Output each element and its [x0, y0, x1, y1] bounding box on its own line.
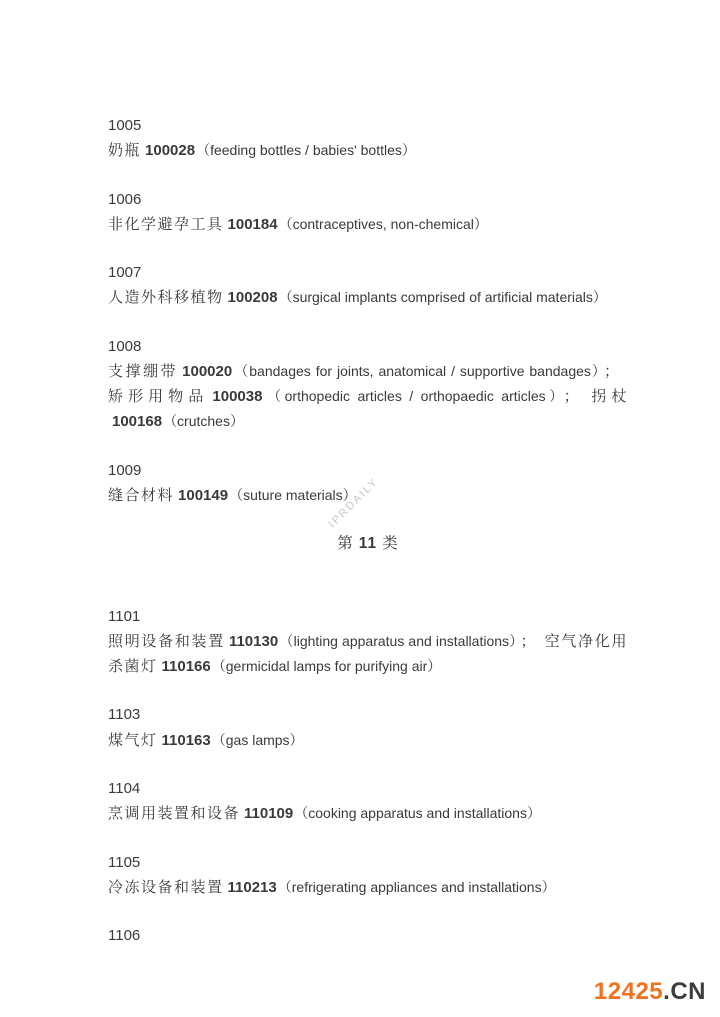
- subclass-entries: [108, 483, 628, 508]
- subclass-entries: [108, 875, 628, 900]
- entry-code: 110109: [244, 805, 294, 823]
- entry-code: 110130: [228, 632, 279, 650]
- subclass-code: 1007: [108, 264, 142, 282]
- subclass-code: 1105: [108, 853, 141, 871]
- subclass-code: 1101: [108, 607, 141, 625]
- entry-name-zh: 人造外科移植物: [108, 289, 224, 307]
- subclass-entries: [108, 629, 628, 679]
- entry-code: 110213: [227, 878, 277, 896]
- class-section: [108, 605, 628, 680]
- class-section: [108, 114, 628, 163]
- class-section: [108, 335, 628, 435]
- entry-name-zh: 冷冻设备和装置: [108, 878, 224, 896]
- class-section: [108, 261, 628, 310]
- entry-code: 100208: [227, 289, 278, 307]
- document-blocks: [108, 114, 628, 973]
- subclass-entries: [108, 801, 628, 826]
- subclass-code: 1104: [108, 779, 141, 797]
- subclass-code: 1106: [108, 927, 141, 945]
- subclass-entries: [108, 212, 628, 237]
- entry-separator: ；: [520, 632, 536, 650]
- class-section: [108, 188, 628, 237]
- subclass-code: 1005: [108, 117, 142, 134]
- subclass-code: 1008: [108, 337, 142, 355]
- logo-number: 12425: [593, 978, 664, 1005]
- class-heading-number: 11: [358, 535, 378, 553]
- entry-description-en: （contraceptives, non-chemical）: [278, 215, 488, 232]
- entry-code: 100168: [112, 413, 163, 431]
- subclass-code: 1103: [108, 706, 141, 724]
- class-section: [108, 459, 628, 508]
- entry-separator: ；: [603, 362, 619, 380]
- entry-code: 100149: [178, 486, 229, 504]
- site-logo: [594, 978, 706, 1006]
- entry-separator: ；: [563, 388, 579, 406]
- entry-name-zh: 缝合材料: [108, 486, 175, 504]
- entry-name-zh: 空气净化用杀菌灯: [108, 632, 628, 675]
- entry-code: 100038: [212, 388, 263, 406]
- entry-description-en: （suture materials）: [229, 486, 357, 503]
- entry-name-zh: 拐杖: [587, 388, 628, 406]
- subclass-entries: [108, 285, 628, 310]
- entry-code: 110166: [161, 657, 211, 675]
- entry-name-zh: 烹调用装置和设备: [108, 805, 241, 823]
- entry-name-zh: 煤气灯: [108, 731, 158, 749]
- entry-description-en: （surgical implants comprised of artificial materials）: [278, 289, 607, 306]
- entry-code: 100184: [227, 215, 278, 233]
- class-section: [108, 924, 628, 948]
- entry-description-en: （crutches）: [163, 413, 244, 430]
- entry-code: 100020: [182, 362, 233, 380]
- entry-description-en: （feeding bottles / babies' bottles）: [196, 142, 416, 159]
- subclass-code: 1006: [108, 190, 142, 208]
- entry-name-zh: 矫形用物品: [108, 388, 209, 406]
- entry-description-en: （gas lamps）: [211, 731, 304, 748]
- entry-code: 100028: [145, 142, 196, 160]
- logo-domain-suffix: .CN: [663, 978, 706, 1005]
- entry-name-zh: 支撑绷带: [108, 362, 179, 380]
- subclass-code: 1009: [108, 461, 142, 479]
- entry-name-zh: 奶瓶: [108, 142, 142, 160]
- entry-description-en: （refrigerating appliances and installations）: [277, 878, 556, 895]
- entry-description-en: （germicidal lamps for purifying air）: [211, 657, 442, 674]
- subclass-entries: [108, 728, 628, 753]
- class-section: [108, 777, 628, 826]
- entry-description-en: （bandages for joints, anatomical / supportive bandages）: [233, 362, 600, 379]
- entry-description-en: （lighting apparatus and installations）: [279, 632, 517, 649]
- class-section: [108, 703, 628, 752]
- class-heading-prefix: 第: [337, 535, 354, 553]
- entry-description-en: （cooking apparatus and installations）: [294, 805, 541, 822]
- class-section: [108, 851, 628, 900]
- subclass-entries: [108, 359, 628, 435]
- entry-code: 110163: [161, 731, 211, 749]
- class-heading-suffix: 类: [382, 535, 399, 553]
- subclass-entries: [108, 138, 628, 163]
- entry-description-en: （orthopedic articles / orthopaedic articles）: [263, 388, 560, 405]
- class-heading: [108, 532, 628, 556]
- watermark-text: IPRDAILY: [326, 475, 381, 531]
- entry-name-zh: 非化学避孕工具: [108, 215, 224, 233]
- entry-name-zh: 照明设备和装置: [108, 632, 225, 650]
